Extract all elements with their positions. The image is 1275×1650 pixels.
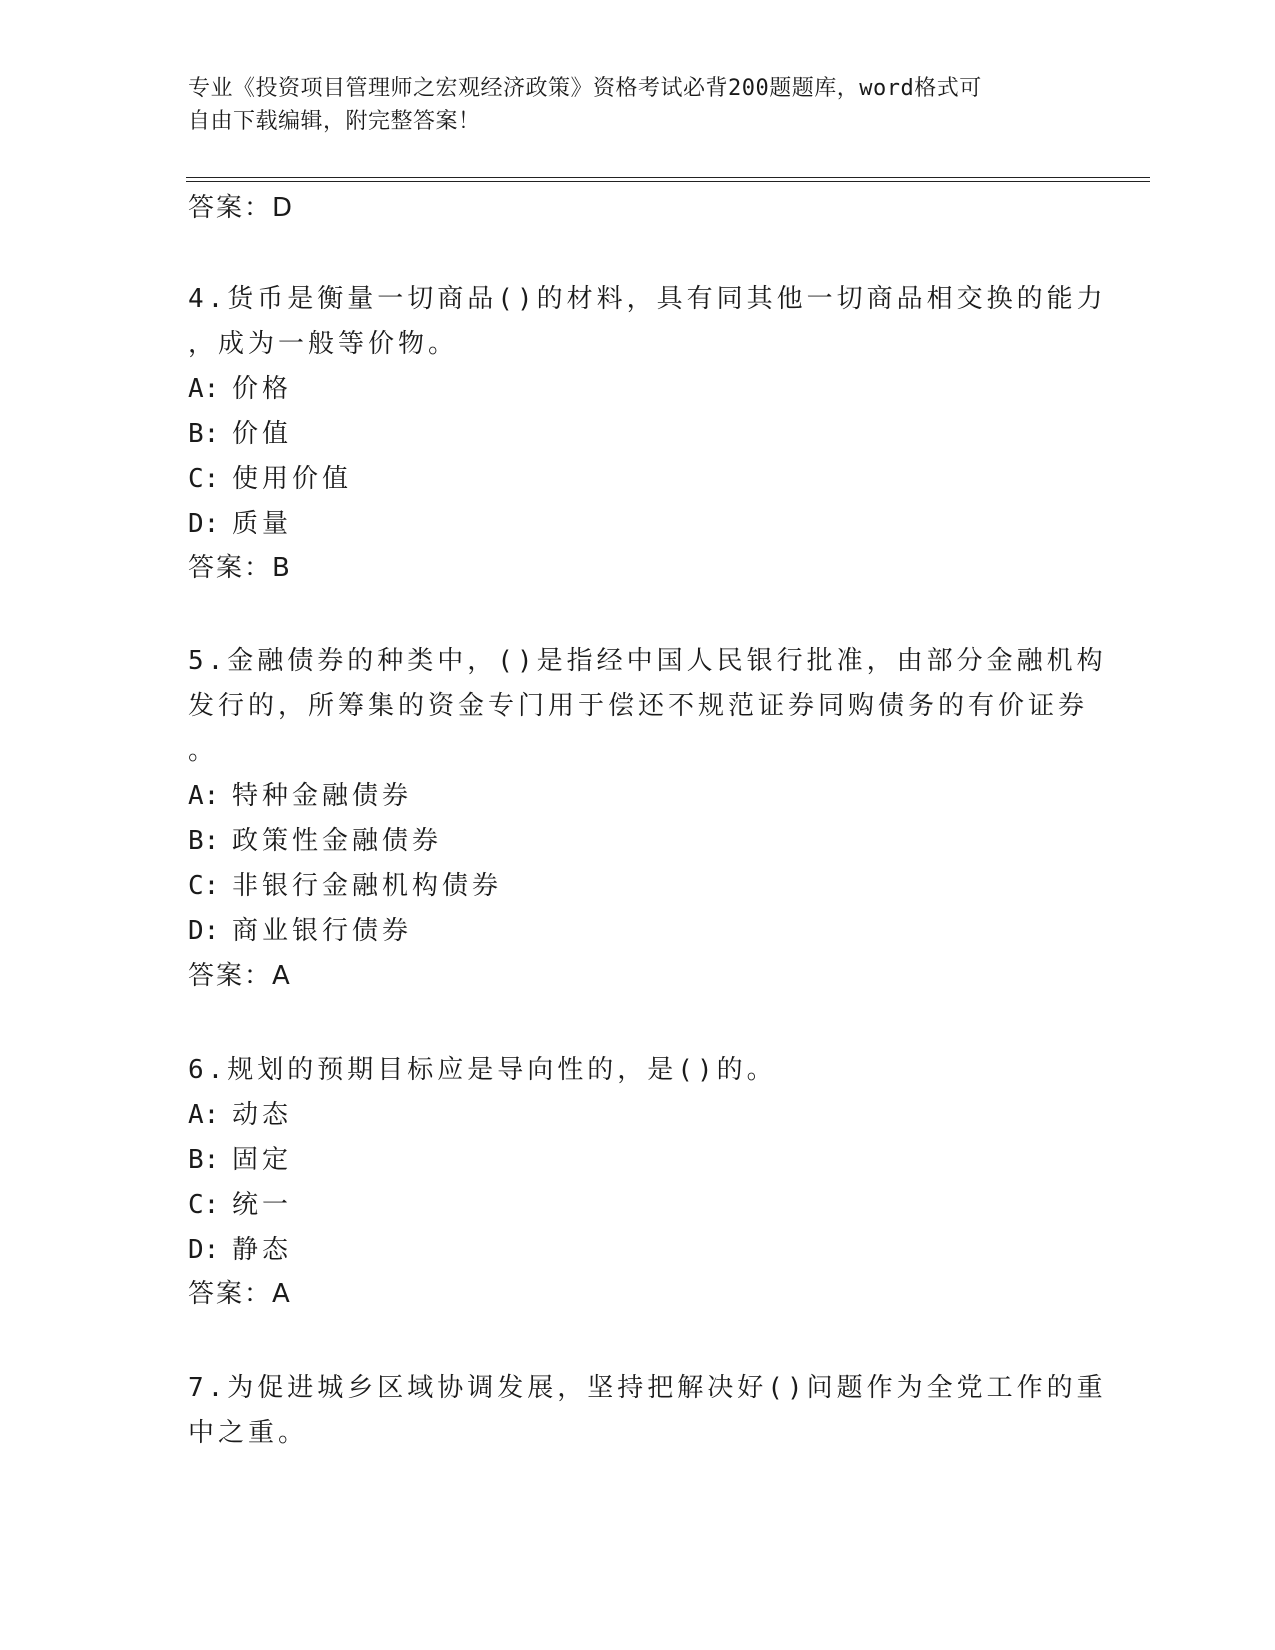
option-text: 动态	[232, 1100, 293, 1130]
option-text: 质量	[232, 509, 293, 539]
question-6-option-d	[188, 1230, 292, 1270]
option-letter: A:	[188, 1100, 220, 1130]
question-5-option-a	[188, 776, 412, 816]
header-line-1: 专业《投资项目管理师之宏观经济政策》资格考试必背200题题库，word格式可	[188, 76, 982, 101]
header-divider	[186, 177, 1150, 178]
option-text: 统一	[232, 1190, 293, 1220]
header-line-2: 自由下载编辑，附完整答案！	[188, 109, 481, 134]
option-text: 固定	[232, 1145, 293, 1175]
question-5-option-d	[188, 911, 412, 951]
question-5-stem-line-3: 。	[188, 736, 219, 766]
question-5-stem-line-1: 5.金融债券的种类中，()是指经中国人民银行批准，由部分金融机构	[188, 646, 1107, 676]
question-5-stem-line-2: 发行的，所筹集的资金专门用于偿还不规范证券同购债务的有价证券	[188, 691, 1089, 721]
question-4-option-a	[188, 369, 292, 409]
option-text: 特种金融债券	[232, 781, 413, 811]
option-letter: D:	[188, 509, 220, 539]
question-5-option-b	[188, 821, 442, 861]
option-letter: A:	[188, 781, 220, 811]
option-text: 商业银行债券	[232, 916, 413, 946]
option-letter: A:	[188, 374, 220, 404]
option-text: 静态	[232, 1235, 293, 1265]
question-6-stem-line-1: 6.规划的预期目标应是导向性的，是()的。	[188, 1055, 777, 1085]
question-4-option-b	[188, 414, 292, 454]
question-4-answer: 答案：B	[188, 553, 292, 583]
option-letter: D:	[188, 916, 220, 946]
option-letter: B:	[188, 1145, 220, 1175]
question-5-option-c	[188, 866, 502, 906]
option-text: 使用价值	[232, 464, 353, 494]
question-4-stem-line-2: ，成为一般等价物。	[188, 329, 459, 359]
question-5-answer: 答案：A	[188, 961, 292, 991]
option-letter: B:	[188, 826, 220, 856]
option-text: 政策性金融债券	[232, 826, 443, 856]
option-text: 价值	[232, 419, 293, 449]
question-6-option-a	[188, 1095, 292, 1135]
question-6-option-c	[188, 1185, 292, 1225]
option-letter: C:	[188, 871, 220, 901]
previous-answer: 答案：D	[188, 193, 295, 223]
option-letter: C:	[188, 1190, 220, 1220]
document-header	[188, 72, 1068, 138]
question-4-option-c	[188, 459, 352, 499]
option-letter: D:	[188, 1235, 220, 1265]
question-7-stem-line-2: 中之重。	[188, 1418, 309, 1448]
option-text: 非银行金融机构债券	[232, 871, 503, 901]
question-4-option-d	[188, 504, 292, 544]
option-letter: C:	[188, 464, 220, 494]
option-text: 价格	[232, 374, 293, 404]
question-6-answer: 答案：A	[188, 1279, 292, 1309]
question-7-stem-line-1: 7.为促进城乡区域协调发展，坚持把解决好()问题作为全党工作的重	[188, 1373, 1107, 1403]
option-letter: B:	[188, 419, 220, 449]
header-divider-double	[186, 181, 1150, 182]
question-4-stem-line-1: 4.货币是衡量一切商品()的材料，具有同其他一切商品相交换的能力	[188, 284, 1107, 314]
question-6-option-b	[188, 1140, 292, 1180]
